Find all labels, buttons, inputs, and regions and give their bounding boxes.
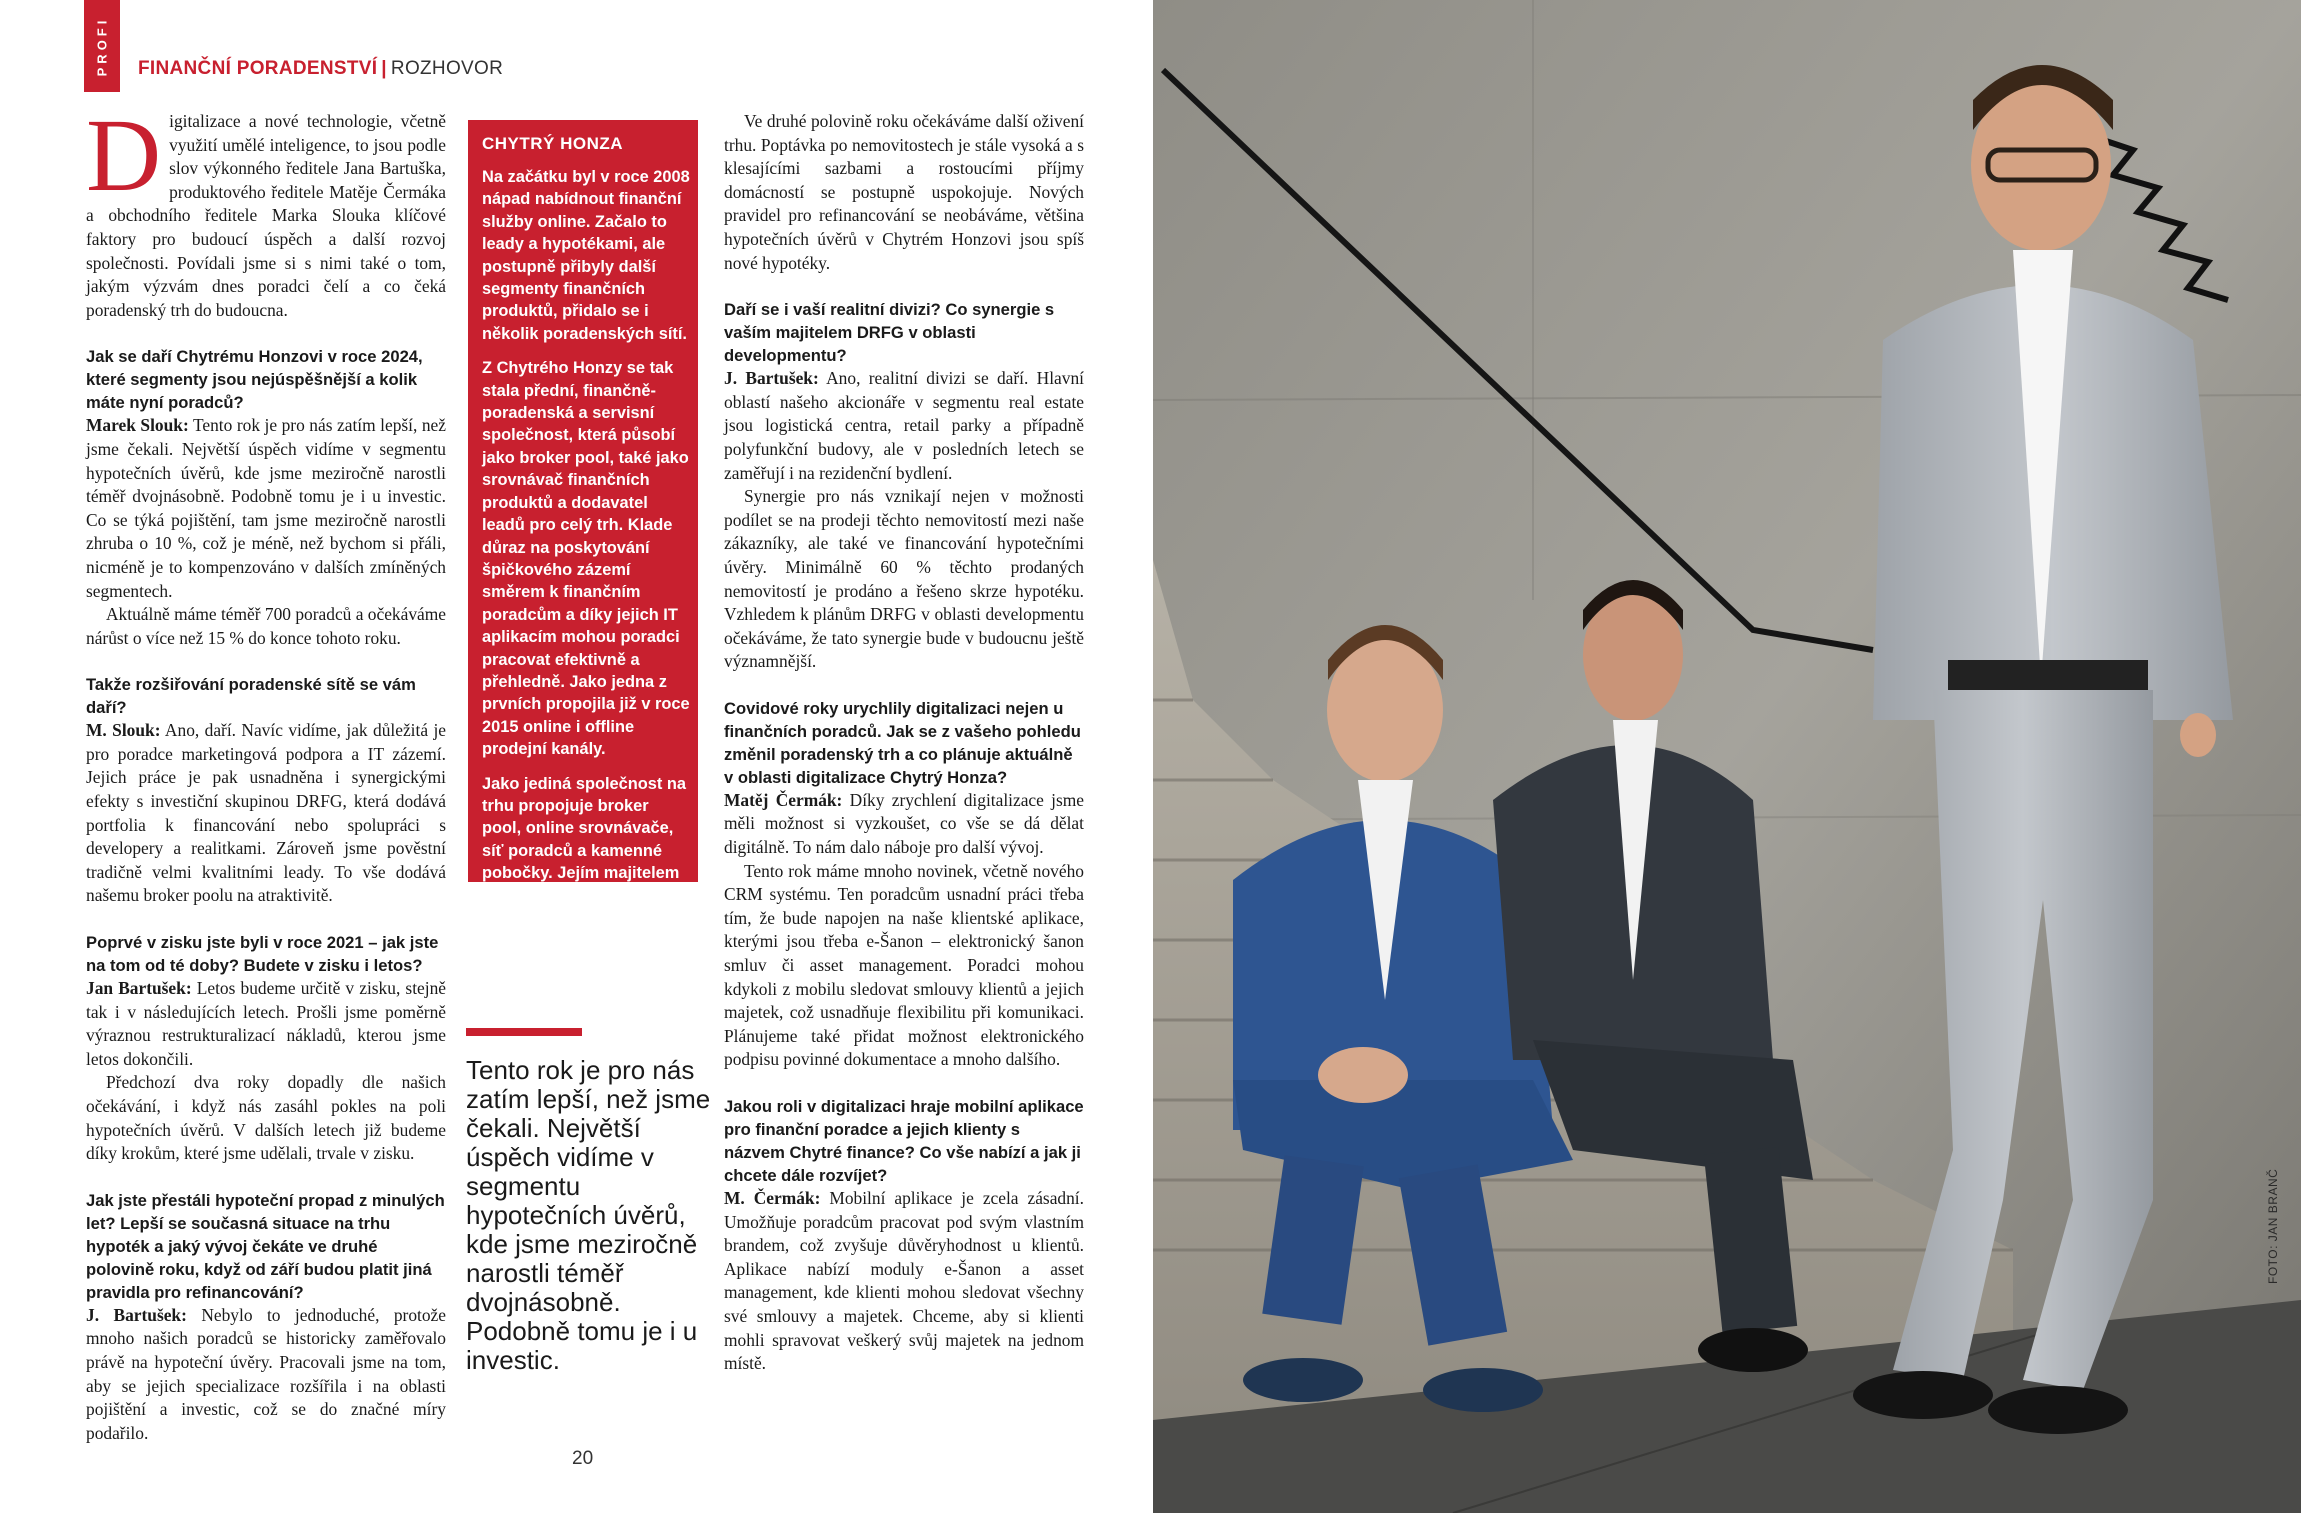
answer-6-continued: Tento rok máme mnoho novinek, včetně nového CRM systému. Ten poradcům usnadní práci třeba tím, že bude napojen na naše klientské aplikace, kterými jsou třeba e-Šanon – elektronický šanon smluv či asset management. Poradci mohou kdykoli z mobilu sledovat smlouvy klientů a jejich majetek, což usnadňuje flexibilitu při komunikaci. Plánujeme také přidat možnost elektronického podpisu povinné dokumentace a mnoho dalšího. xyxy=(724,860,1084,1070)
question-3: Poprvé v zisku jste byli v roce 2021 – jak jste na tom od té doby? Budete v zisku i letos? xyxy=(86,933,439,976)
sidebar-body xyxy=(482,166,690,941)
sidebar-title: CHYTRÝ HONZA xyxy=(482,134,624,153)
article-column-3 xyxy=(724,110,1084,1376)
speaker-name: Jan Bartušek: xyxy=(86,978,192,999)
speaker-name: J. Bartušek: xyxy=(86,1304,187,1325)
speaker-name: Marek Slouk: xyxy=(86,415,189,436)
answer-5-continued: Synergie pro nás vznikají nejen v možnosti podílet se na prodeji těchto nemovitostí mezi naše zákazníky, ale také ve financování hypotečními úvěry. Minimálně 60 % těchto prodaných nemovitostí je prodáno a řešeno skrze hypotéku. Vzhledem k plánům DRFG v oblasti developmentu očekáváme, že tato synergie bude v budoucnu ještě významnější. xyxy=(724,486,1084,672)
speaker-name: M. Čermák: xyxy=(724,1188,821,1208)
answer-4-continued: Ve druhé polovině roku očekáváme další oživení trhu. Poptávka po nemovitostech je stále vysoká a s klesajícími sazbami a rostoucími příjmy domácností se postupně uspokojuje. Nových pravidel pro refinancování se neobáváme, většina hypotečních úvěrů v Chytrém Honzovi jsou spíš nové hypotéky. xyxy=(724,111,1084,273)
question-6: Covidové roky urychlily digitalizaci nejen u finančních poradců. Jak se z vašeho pohledu změnil poradenský trh a co plánuje aktuálně v oblasti digitalizace Chytrý Honza? xyxy=(724,698,1081,787)
answer-7: M. Čermák: Mobilní aplikace je zcela zásadní. Umožňuje poradcům pracovat pod svým vlastním brandem, což zvyšuje důvěryhodnost u klientů. Aplikace nabízí moduly e-Šanon a asset management, kde klienti mohou sledovat všechny své smlouvy a majetek. Chceme, aby si klienti mohli spravovat veškerý svůj majetek na jednom místě. xyxy=(724,1188,1084,1374)
question-4: Jak jste přestáli hypoteční propad z minulých let? Lepší se současná situace na trhu hypoték a jaký vývoj čekáte ve druhé polovině roku, když od září budou platit jiná pravidla pro refinancování? xyxy=(86,1190,445,1302)
question-7: Jakou roli v digitalizaci hraje mobilní aplikace pro finanční poradce a jejich klienty s názvem Chytré finance? Co vše nabízí a jak ji chcete dále rozvíjet? xyxy=(724,1097,1084,1185)
section-header xyxy=(138,58,503,80)
sidebar-paragraph: Jako jediná společnost na trhu propojuje broker pool, online srovnávače, síť poradců a kamenné pobočky. Jejím majitelem je investiční skupina DRFG. xyxy=(482,774,687,927)
section-name: FINANČNÍ PORADENSTVÍ xyxy=(138,58,378,79)
speaker-name: J. Bartušek: xyxy=(724,368,819,389)
answer-1-continued: Aktuálně máme téměř 700 poradců a očekáváme nárůst o více než 15 % do konce tohoto roku. xyxy=(86,604,446,648)
sidebar-paragraph: Z Chytrého Honzy se tak stala přední, finančně-poradenská a servisní společnost, která působí jako broker pool, také jako srovnávač finančních produktů a dodavatel leadů pro celý trh. Klade důraz na poskytování špičkového zázemí směrem k finančním poradcům a díky jejich IT aplikacím mohou poradci pracovat efektivně a přehledně. Jako jedna z prvních propojila již v roce 2015 online i offline prodejní kanály. xyxy=(482,359,690,759)
section-separator: | xyxy=(381,58,387,79)
section-tab xyxy=(84,0,120,92)
lead-paragraph: Digitalizace a nové technologie, včetně využití umělé inteligence, to jsou podle slov výkonného ředitele Jana Bartuška, produktového ředitele Matěje Čermáka a obchodního ředitele Marka Slouka klíčové faktory pro budoucí úspěch a další rozvoj společnosti. Povídali jsme si s nimi také o tom, jakým výzvám dnes poradci čelí a co čeká poradenský trh do budoucna. xyxy=(86,98,446,320)
speaker-name: Matěj Čermák: xyxy=(724,789,843,810)
drop-cap: D xyxy=(86,98,162,213)
photo-credit: FOTO: JAN BRANČ xyxy=(2266,1168,2280,1284)
answer-1: Marek Slouk: Tento rok je pro nás zatím lepší, než jsme čekali. Největší úspěch vidíme v segmentu hypotečních úvěrů, kde jsme meziročně narostli téměř dvojnásobně. Podobně tomu je i u investic. Co se týká pojištění, tam jsme meziročně narostli zhruba o 10 %, což je méně, než bychom si přáli, nicméně je to kompenzováno v dalších zmíněných segmentech. xyxy=(86,415,446,601)
pull-quote: Tento rok je pro nás zatím lepší, než jsme čekali. Největší úspěch vidíme v segmentu hypotečních úvěrů, kde jsme meziročně narostli téměř dvojnásobně. Podobně tomu je i u investic. xyxy=(466,1055,711,1375)
section-tab-label: PROFI xyxy=(94,16,110,76)
page-number: 20 xyxy=(572,1448,594,1469)
question-2: Takže rozšiřování poradenské sítě se vám daří? xyxy=(86,675,416,718)
sidebar-paragraph: Na začátku byl v roce 2008 nápad nabídnout finanční služby online. Začalo to leady a hypotékami, ale postupně přibyly další segmenty finančních produktů, přidalo se i několik poradenských sítí. xyxy=(482,168,690,343)
answer-6: Matěj Čermák: Díky zrychlení digitalizace jsme měli možnost si vyzkoušet, co vše se dá dělat digitálně. To nám dalo náboje pro další vývoj. xyxy=(724,789,1085,858)
answer-3: Jan Bartušek: Letos budeme určitě v zisku, stejně tak i v následujících letech. Prošli jsme poměrně výraznou restrukturalizací nákladů, kterou jsme letos dokončili. xyxy=(86,978,446,1069)
speaker-name: M. Slouk: xyxy=(86,720,161,741)
photo-illustration xyxy=(1153,0,2301,1513)
article-column-1 xyxy=(86,98,446,1445)
portrait-photo xyxy=(1153,0,2301,1513)
question-5: Daří se i vaší realitní divizi? Co synergie s vaším majitelem DRFG v oblasti developmentu? xyxy=(724,300,1055,366)
answer-4: J. Bartušek: Nebylo to jednoduché, protože mnoho našich poradců se historicky zaměřovalo právě na hypoteční úvěry. Pracovali jsme na tom, aby se jejich specializace rozšířila i na oblasti pojištění a investic, což se do značné míry podařilo. xyxy=(86,1304,446,1443)
answer-5: J. Bartušek: Ano, realitní divizi se daří. Hlavní oblastí našeho akcionáře v segmentu real estate jsou logistická centra, retail parky a případně polyfunkční budovy, ale v posledních letech se zaměřují i na rezidenční bydlení. xyxy=(724,368,1084,483)
subsection-name: ROZHOVOR xyxy=(390,58,504,79)
answer-3-continued: Předchozí dva roky dopadly dle našich očekávání, i když nás zasáhl pokles na poli hypotečních úvěrů. V dalších letech již budeme díky krokům, které jsme udělali, trvale v zisku. xyxy=(86,1072,446,1164)
answer-2: M. Slouk: Ano, daří. Navíc vidíme, jak důležitá je pro poradce marketingová podpora a IT zázemí. Jejich práce je pak usnadněna i synergickými efekty s investiční skupinou DRFG, která dodává portfolia k financování nebo spolupráci s developery a realitkami. Zároveň jsme pověstní tradičně velmi kvalitními leady. To vše dodává našemu broker poolu na atraktivitě. xyxy=(86,720,446,906)
pull-quote-accent-bar xyxy=(466,1028,582,1036)
company-sidebar-box xyxy=(468,120,698,927)
question-1: Jak se daří Chytrému Honzovi v roce 2024, které segmenty jsou nejúspěšnější a kolik máte nyní poradců? xyxy=(86,347,423,413)
